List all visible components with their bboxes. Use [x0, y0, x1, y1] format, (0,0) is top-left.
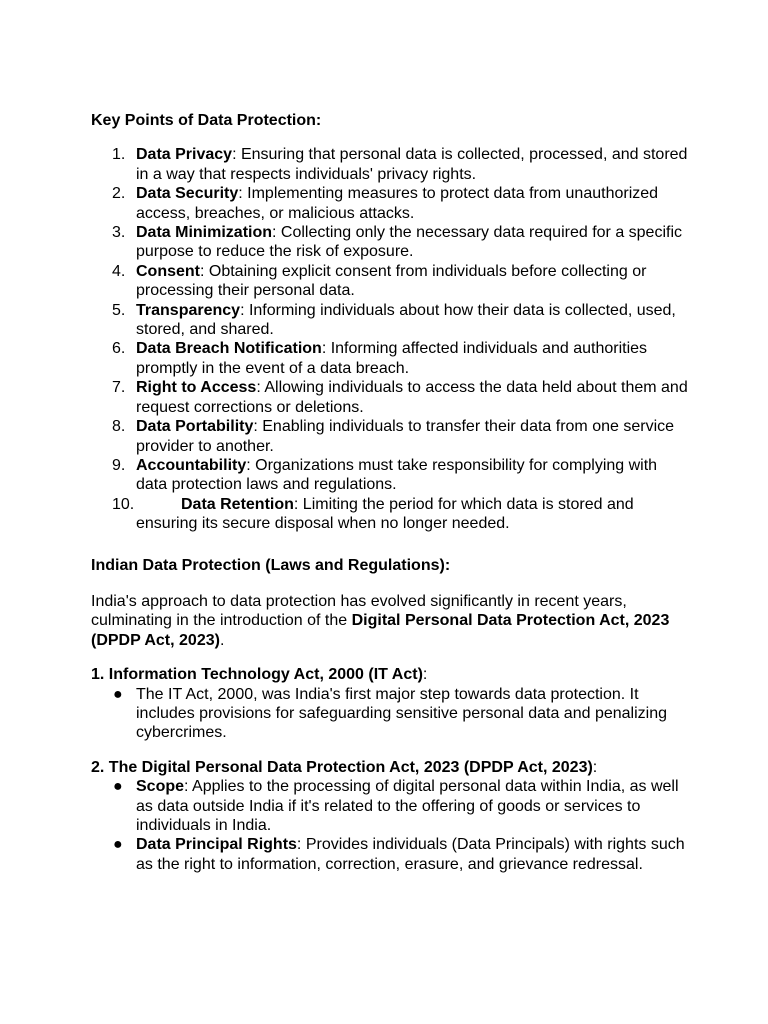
list-text: : Enabling individuals to transfer their data from one service provider to another. [136, 418, 675, 455]
list-number: 4. [112, 262, 126, 280]
law1-title: 1. Information Technology Act, 2000 (IT Act) [91, 666, 423, 684]
list-term: Consent [136, 262, 200, 280]
list-number: 6. [112, 340, 126, 358]
list-number: 7. [112, 379, 126, 397]
law1-heading [91, 665, 691, 684]
list-term: Transparency [136, 301, 241, 319]
intro-end: . [219, 631, 225, 649]
list-number: 8. [112, 418, 126, 436]
list-item [91, 223, 691, 262]
list-text: : Allowing individuals to access the data held about them and request corrections or deletions. [136, 379, 688, 416]
list-number: 9. [112, 456, 126, 474]
law2-heading [91, 758, 691, 777]
list-text: The IT Act, 2000, was India's first major step towards data protection. It includes provisions for safeguarding sensitive personal data and penalizing cybercrimes. [136, 685, 667, 742]
bullet-icon: ● [113, 778, 123, 796]
list-number: 1. [112, 146, 126, 164]
list-item [91, 262, 691, 301]
list-term: Data Minimization [136, 224, 273, 242]
bullet-icon: ● [113, 685, 123, 703]
keypoints-heading: Key Points of Data Protection: [91, 112, 322, 129]
law2-list [91, 777, 691, 874]
intro-bold-text: Digital Personal Data Protection Act, 2023 (DPDP Act, 2023) [91, 612, 670, 649]
list-item [91, 339, 691, 378]
list-text: : Applies to the processing of digital personal data within India, as well as data outside India if it's related to the offering of goods or services to individuals in India. [136, 778, 679, 834]
list-text: : Obtaining explicit consent from individuals before collecting or processing their personal data. [136, 262, 647, 300]
list-number: 2. [112, 185, 126, 203]
list-item [91, 835, 691, 874]
list-text: : Limiting the period for which data is stored and ensuring its secure disposal when no longer needed. [136, 495, 634, 533]
list-term: Data Privacy [136, 146, 233, 164]
list-term: Data Principal Rights [136, 836, 297, 854]
list-term: Scope [136, 778, 185, 796]
list-term: Data Retention [181, 495, 294, 513]
document-page [91, 111, 691, 874]
list-number: 5. [112, 301, 126, 319]
list-term: Data Security [136, 185, 239, 203]
list-item [91, 685, 691, 743]
list-item [91, 378, 691, 417]
list-term: Accountability [136, 456, 247, 474]
list-item [91, 301, 691, 340]
list-text: : Organizations must take responsibility for complying with data protection laws and regulations. [136, 456, 658, 494]
indian-heading: Indian Data Protection (Laws and Regulations): [91, 556, 451, 574]
list-number: 10. [112, 495, 135, 513]
list-term: Data Breach Notification [136, 340, 322, 358]
bullet-icon: ● [113, 836, 123, 854]
list-text: : Implementing measures to protect data from unauthorized access, breaches, or malicious attacks. [136, 185, 659, 222]
list-term: Data Portability [136, 418, 254, 436]
intro-paragraph [91, 592, 691, 650]
list-item [91, 456, 691, 495]
list-text: : Provides individuals (Data Principals) with rights such as the right to information, correction, erasure, and grievance redressal. [136, 836, 685, 873]
law2-colon: : [592, 758, 598, 776]
list-text: : Informing affected individuals and authorities promptly in the event of a data breach. [136, 340, 648, 377]
list-text: : Ensuring that personal data is collected, processed, and stored in a way that respects individuals' privacy rights. [136, 146, 688, 183]
list-number: 3. [112, 224, 126, 242]
list-item [91, 184, 691, 223]
list-text: : Informing individuals about how their data is collected, used, stored, and shared. [136, 301, 676, 339]
list-item [91, 145, 691, 184]
law1-colon: : [422, 666, 428, 684]
intro-text: India's approach to data protection has evolved significantly in recent years, culminating in the introduction of the [91, 592, 627, 630]
list-term: Right to Access [136, 379, 257, 397]
law2-title: 2. The Digital Personal Data Protection Act, 2023 (DPDP Act, 2023) [91, 758, 593, 776]
list-item [91, 417, 691, 456]
list-text: : Collecting only the necessary data required for a specific purpose to reduce the risk of exposure. [136, 224, 683, 261]
keypoints-list [91, 145, 691, 533]
list-item [91, 777, 691, 835]
list-item [91, 495, 691, 534]
law1-list [91, 685, 691, 743]
